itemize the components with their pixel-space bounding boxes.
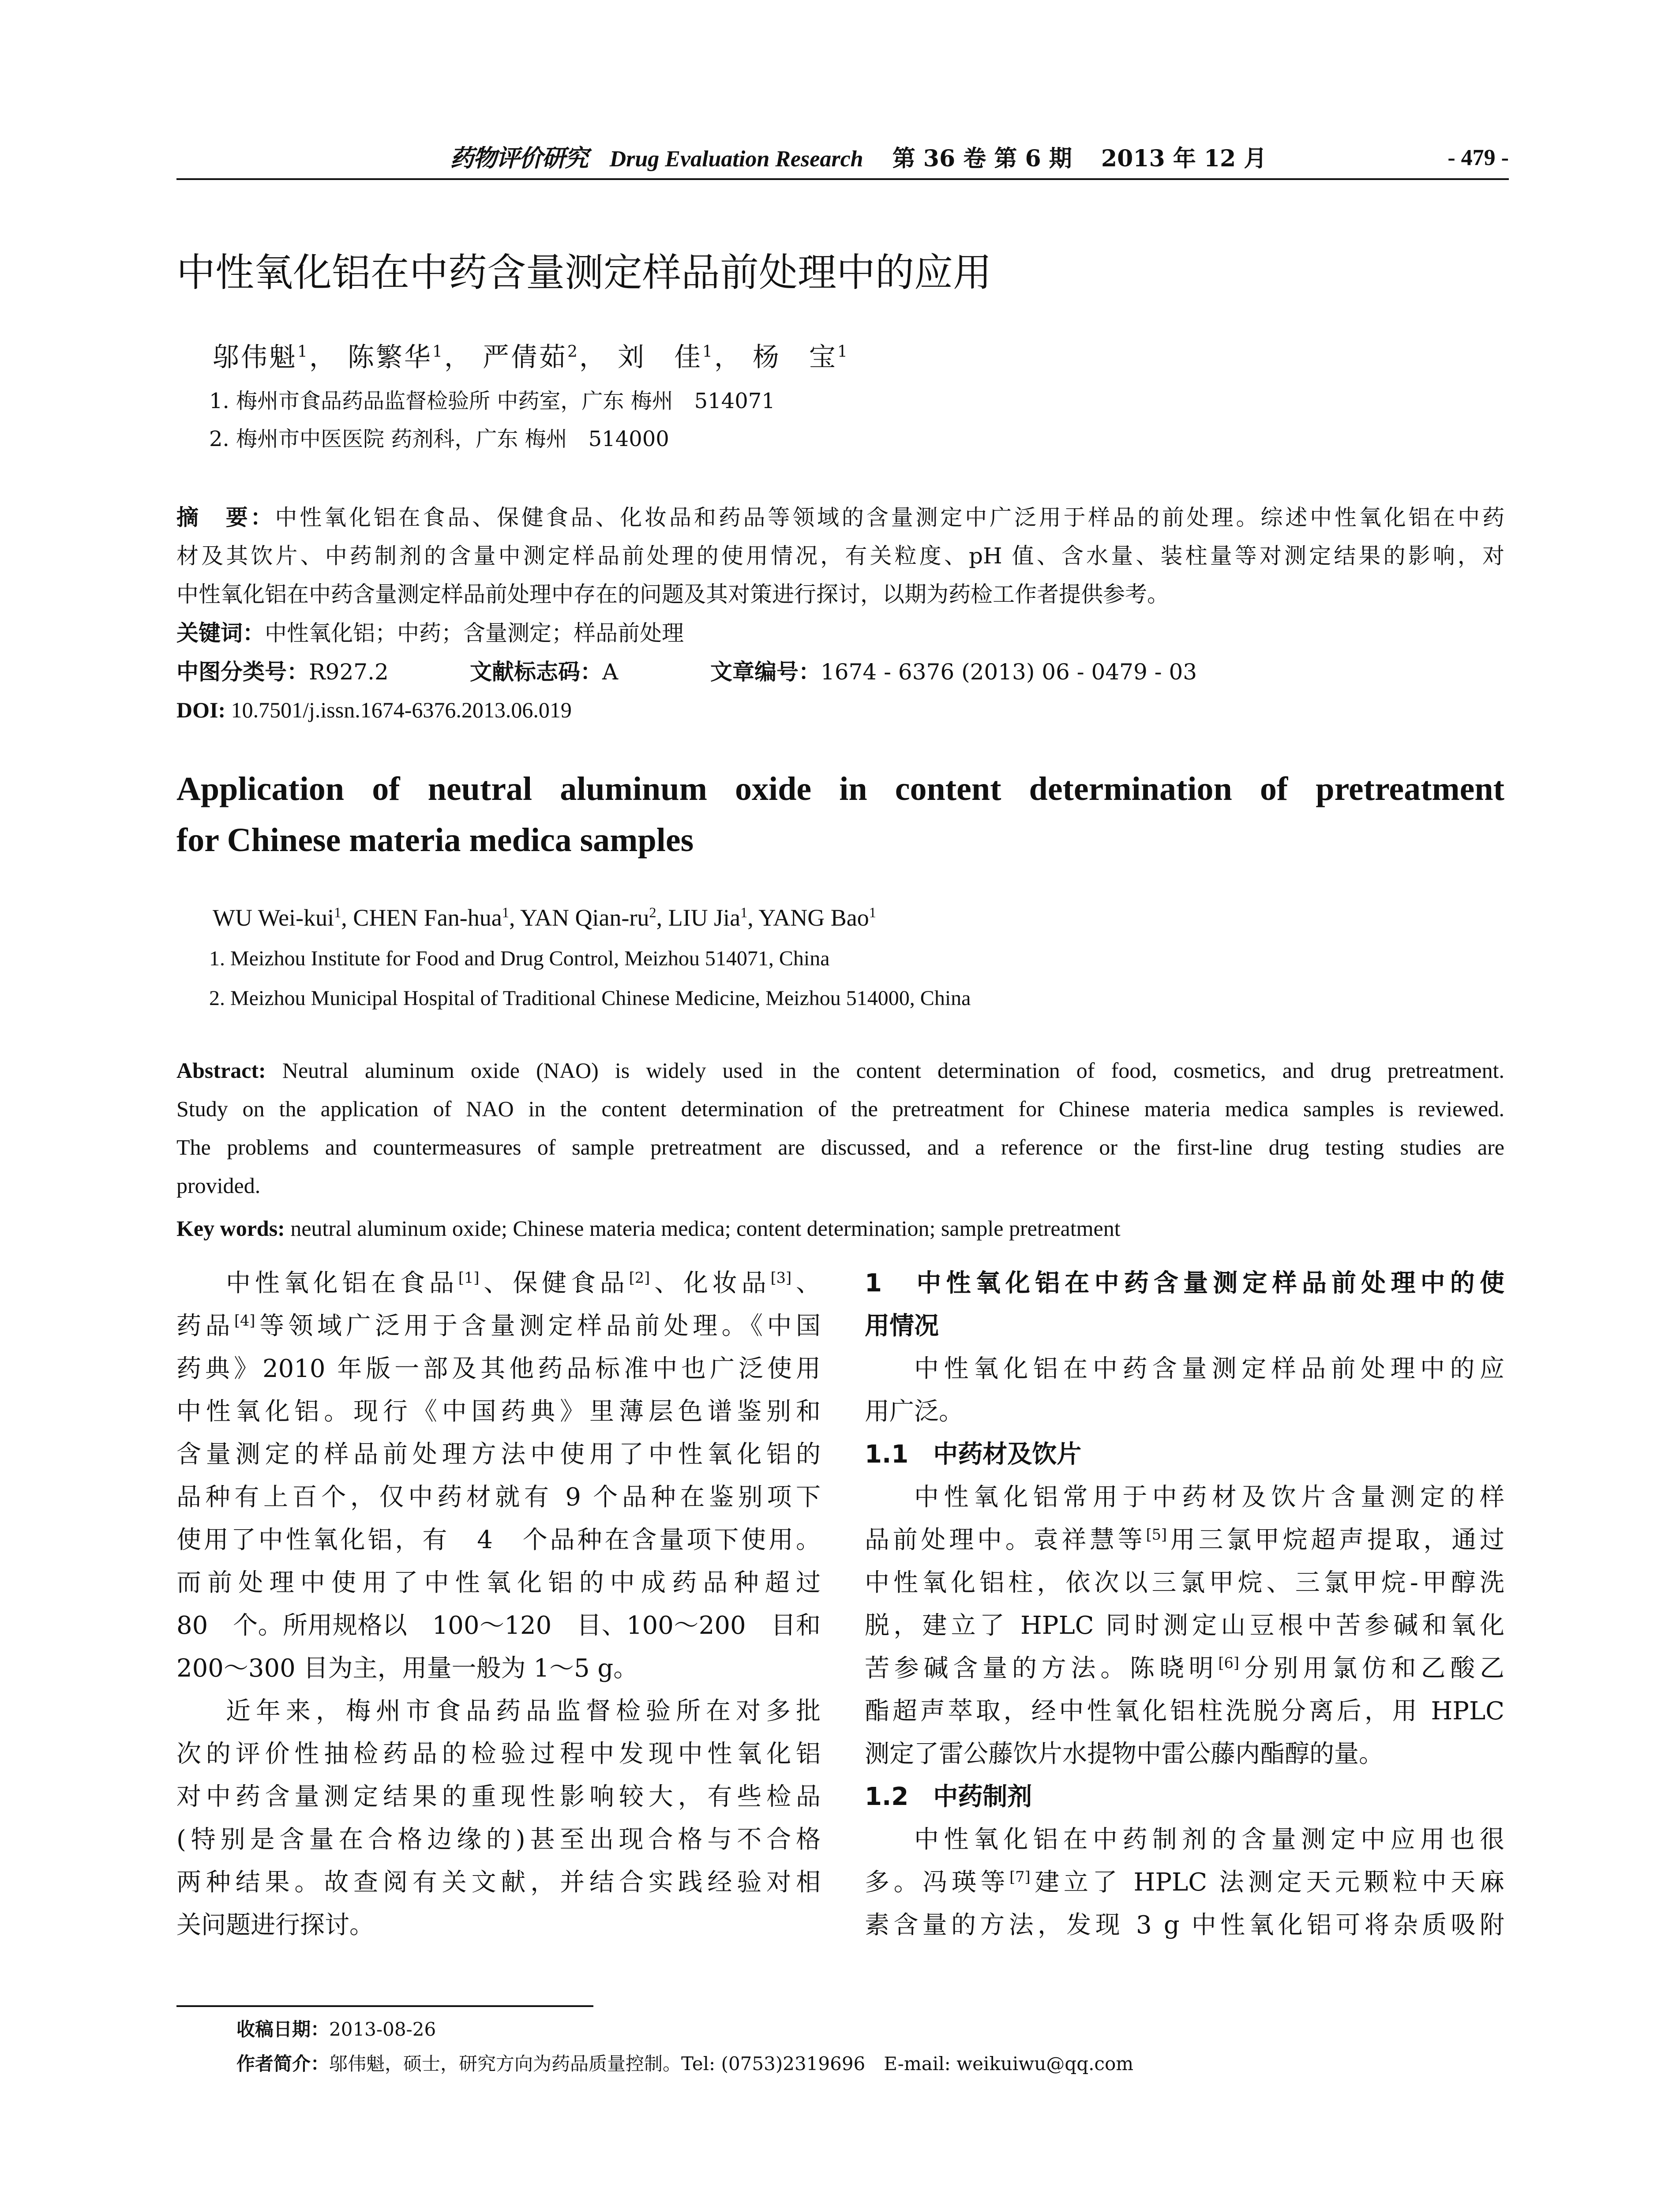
author-zh: 严倩茹 bbox=[482, 342, 567, 373]
header-line bbox=[450, 140, 1267, 177]
header-rule bbox=[176, 178, 1509, 180]
authors-zh: 邬伟魁$^1$， 陈繁华$^1$， 严倩茹$^2$， 刘 佳$^1$， 杨 宝$^1$ bbox=[213, 342, 849, 373]
running-header bbox=[176, 140, 1509, 176]
body-line: 品前处理中。袁祥慧等[5]用三氯甲烷超声提取，通过 bbox=[865, 1526, 1504, 1554]
abstract-zh-line: 材及其饮片、中药制剂的含量中测定样品前处理的使用情况，有关粒度、pH 值、含水量、装柱量等对测定结果的影响，对 bbox=[176, 543, 1504, 569]
author-en: YANG Bao bbox=[758, 904, 869, 931]
document-code: 文献标志码：A bbox=[470, 659, 619, 685]
footnote-author: 作者简介：邬伟魁，硕士，研究方向为药品质量控制。Tel: (0753)2319696 E-mail: weikuiwu@qq.com bbox=[236, 2053, 1134, 2075]
authors-en: WU Wei-kui$^1$, CHEN Fan-hua$^1$, YAN Qian-$ru^2$, LIU Jia$^1$, YANG Bao$^1$ bbox=[213, 904, 876, 931]
body-line: 近年来，梅州市食品药品监督检验所在对多批 bbox=[226, 1697, 821, 1726]
abstract-en-line: provided. bbox=[176, 1173, 261, 1198]
body-line: 中性氧化铝常用于中药材及饮片含量测定的样 bbox=[914, 1483, 1504, 1512]
citation: [3] bbox=[770, 1269, 792, 1287]
doi-value: 10.7501/j.issn.1674-6376.2013.06.019 bbox=[231, 698, 572, 722]
author-zh: 杨 宝 bbox=[752, 342, 837, 373]
body-line: 多。冯瑛等[7]建立了 HPLC 法测定天元颗粒中天麻 bbox=[865, 1868, 1504, 1897]
author-en: LIU Jia bbox=[668, 904, 741, 931]
footnote-received: 收稿日期：2013-08-26 bbox=[236, 2018, 436, 2040]
body-line: 两种结果。故查阅有关文献，并结合实践经验对相 bbox=[176, 1868, 821, 1897]
body-line: 酯超声萃取，经中性氧化铝柱洗脱分离后，用 HPLC bbox=[865, 1697, 1504, 1726]
doi-line bbox=[176, 691, 572, 729]
affiliation-zh: 2. 梅州市中医医院 药剂科，广东 梅州 514000 bbox=[209, 427, 669, 451]
footnote-rule bbox=[176, 2005, 593, 2007]
article-number: 文章编号：1674 - 6376 (2013) 06 - 0479 - 03 bbox=[710, 659, 1197, 685]
body-column-right bbox=[865, 1262, 1504, 1947]
citation: [6] bbox=[1218, 1654, 1239, 1672]
citation: [2] bbox=[629, 1269, 650, 1287]
doi-label: DOI: bbox=[176, 698, 226, 722]
author-en-aff: 1 bbox=[334, 905, 341, 921]
body-line: (特别是含量在合格边缘的)甚至出现合格与不合格 bbox=[176, 1825, 821, 1854]
citation: [7] bbox=[1009, 1868, 1031, 1886]
author-en: CHEN Fan-hua bbox=[353, 904, 502, 931]
abstract-en bbox=[176, 1051, 1504, 1204]
keywords-zh-label: 关键词： bbox=[176, 620, 265, 646]
abstract-zh bbox=[176, 499, 1504, 614]
author-zh: 邬伟魁 bbox=[213, 342, 297, 373]
author-en-aff: 2 bbox=[649, 905, 656, 921]
clc-number: 中图分类号：R927.2 bbox=[176, 659, 389, 685]
journal-name-en: Drug Evaluation Research bbox=[609, 146, 863, 172]
body-line: 80 个。所用规格以 100～120 目、100～200 目和 bbox=[176, 1611, 821, 1640]
abstract-zh-line: 中性氧化铝在中药含量测定样品前处理中存在的问题及其对策进行探讨，以期为药检工作者提供参考。 bbox=[176, 582, 1169, 607]
abstract-zh-line: 摘 要：中性氧化铝在食品、保健食品、化妆品和药品等领域的含量测定中广泛用于样品的前处理。综述中性氧化铝在中药 bbox=[176, 505, 1504, 530]
page-number: - 479 - bbox=[1448, 145, 1509, 170]
body-line: 中性氧化铝在食品[1]、保健食品[2]、化妆品[3]、 bbox=[226, 1269, 821, 1298]
section-heading: 用情况 bbox=[865, 1312, 939, 1340]
body-line: 对中药含量测定结果的重现性影响较大，有些检品 bbox=[176, 1782, 821, 1811]
title-zh: 中性氧化铝在中药含量测定样品前处理中的应用 bbox=[176, 250, 992, 295]
abstract-zh-label: 摘 要： bbox=[176, 505, 275, 530]
title-en-line: Application of neutral aluminum oxide in content determination of pretreatment bbox=[176, 770, 1504, 807]
body-line: 测定了雷公藤饮片水提物中雷公藤内酯醇的量。 bbox=[865, 1740, 1384, 1768]
affiliation-zh: 1. 梅州市食品药品监督检验所 中药室，广东 梅州 514071 bbox=[209, 389, 775, 413]
author-zh-aff: 1 bbox=[837, 343, 849, 361]
body-line: 用广泛。 bbox=[865, 1397, 964, 1426]
body-line: 苦参碱含量的方法。陈晓明[6]分别用氯仿和乙酸乙 bbox=[865, 1654, 1504, 1683]
abstract-en-label: Abstract: bbox=[176, 1058, 266, 1083]
author-en-aff: 1 bbox=[869, 905, 876, 921]
author-zh-aff: 1 bbox=[702, 343, 714, 361]
title-en-line: for Chinese materia medica samples bbox=[176, 822, 694, 859]
keywords-zh-text: 中性氧化铝；中药；含量测定；样品前处理 bbox=[265, 620, 684, 646]
body-line: 200～300 目为主，用量一般为 1～5 g。 bbox=[176, 1654, 638, 1683]
keywords-en bbox=[176, 1209, 1121, 1248]
author-en-aff: 1 bbox=[740, 905, 748, 921]
author-en: WU Wei-kui bbox=[213, 904, 334, 931]
keywords-en-text: neutral aluminum oxide; Chinese materia medica; content determination; sample pretreatment bbox=[290, 1216, 1121, 1241]
section-heading: 1 中性氧化铝在中药含量测定样品前处理中的使 bbox=[865, 1269, 1504, 1298]
affiliation-en: 1. Meizhou Institute for Food and Drug Control, Meizhou 514071, China bbox=[209, 947, 830, 970]
author-zh-aff: 1 bbox=[297, 343, 309, 361]
body-line: 药典》2010 年版一部及其他药品标准中也广泛使用 bbox=[176, 1354, 821, 1383]
journal-logo-zh: 药物评价研究 bbox=[450, 144, 588, 172]
author-zh-aff: 1 bbox=[432, 343, 444, 361]
abstract-en-line: Study on the application of NAO in the content determination of the pretreatment for Chinese materia medica samples is reviewed. bbox=[176, 1096, 1504, 1121]
journal-issue: 第 36 卷 第 6 期 bbox=[892, 145, 1072, 172]
journal-date: 2013 年 12 月 bbox=[1101, 145, 1267, 172]
citation: [4] bbox=[234, 1312, 255, 1329]
classification-line bbox=[176, 653, 1504, 691]
author-zh: 刘 佳 bbox=[617, 342, 702, 373]
author-zh-aff: 2 bbox=[567, 343, 579, 361]
citation: [5] bbox=[1146, 1526, 1167, 1543]
body-line: 中性氧化铝在中药制剂的含量测定中应用也很 bbox=[914, 1825, 1504, 1854]
subsection-heading: 1.2 中药制剂 bbox=[865, 1782, 1032, 1811]
citation: [1] bbox=[458, 1269, 480, 1287]
body-line: 关问题进行探讨。 bbox=[176, 1911, 374, 1940]
body-line: 中性氧化铝柱，依次以三氯甲烷、三氯甲烷-甲醇洗 bbox=[865, 1568, 1504, 1597]
body-line: 使用了中性氧化铝，有 4 个品种在含量项下使用。 bbox=[176, 1526, 821, 1554]
subsection-heading: 1.1 中药材及饮片 bbox=[865, 1440, 1082, 1469]
body-line: 素含量的方法，发现 3 g 中性氧化铝可将杂质吸附 bbox=[865, 1911, 1504, 1940]
author-zh: 陈繁华 bbox=[347, 342, 432, 373]
keywords-en-label: Key words: bbox=[176, 1216, 285, 1241]
body-line: 次的评价性抽检药品的检验过程中发现中性氧化铝 bbox=[176, 1740, 821, 1768]
body-line: 而前处理中使用了中性氧化铝的中成药品种超过 bbox=[176, 1568, 821, 1597]
author-en: YAN Qian-ru bbox=[520, 904, 649, 931]
body-line: 含量测定的样品前处理方法中使用了中性氧化铝的 bbox=[176, 1440, 821, 1469]
title-en bbox=[176, 763, 1504, 866]
abstract-en-line: The problems and countermeasures of sample pretreatment are discussed, and a reference or the first-line drug testing studies are bbox=[176, 1135, 1504, 1159]
body-line: 药品[4]等领域广泛用于含量测定样品前处理。《中国 bbox=[176, 1312, 821, 1340]
body-line: 中性氧化铝。现行《中国药典》里薄层色谱鉴别和 bbox=[176, 1397, 821, 1426]
author-en-aff: 1 bbox=[502, 905, 509, 921]
affiliation-en: 2. Meizhou Municipal Hospital of Traditional Chinese Medicine, Meizhou 514000, China bbox=[209, 987, 971, 1010]
body-column-left bbox=[176, 1262, 821, 1947]
body-line: 品种有上百个，仅中药材就有 9 个品种在鉴别项下 bbox=[176, 1483, 821, 1512]
body-line: 脱，建立了 HPLC 同时测定山豆根中苦参碱和氧化 bbox=[865, 1611, 1504, 1640]
keywords-zh bbox=[176, 614, 684, 653]
abstract-en-line: Abstract: Neutral aluminum oxide (NAO) is widely used in the content determination of food, cosmetics, and drug pretreatment. bbox=[176, 1058, 1504, 1083]
body-line: 中性氧化铝在中药含量测定样品前处理中的应 bbox=[914, 1354, 1504, 1383]
